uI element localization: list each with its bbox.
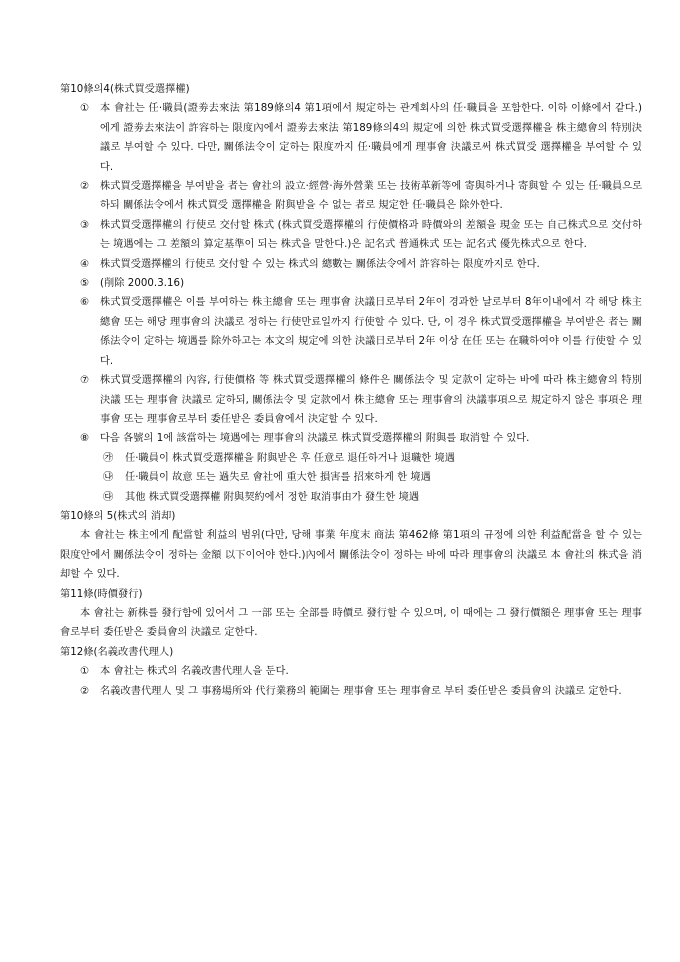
- clause: [80, 293, 642, 371]
- clause-number: ⑧: [80, 433, 90, 445]
- clause-number: ⑥: [80, 297, 90, 309]
- sub-clause: [103, 488, 680, 507]
- article: [0, 507, 680, 585]
- article: [0, 585, 680, 643]
- clause-text: 다음 各號의 1에 該當하는 境遇에는 理事會의 決議로 株式買受選擇權의 附與를 取消할 수 있다.: [100, 433, 530, 445]
- clause-text: 名義改書代理人 및 그 事務場所와 代行業務의 範圍는 理事會 또는 理事會로 부터 委任받은 委員會의 決議로 定한다.: [100, 685, 622, 697]
- clause-number: ③: [80, 219, 90, 231]
- clause-number: ⑦: [80, 375, 90, 387]
- clause: [80, 177, 642, 216]
- clause: [80, 662, 642, 681]
- clause-text: 株式買受選擇權의 內容, 行使價格 等 株式買受選擇權의 條件은 關係法令 및 定款이 定하는 바에 따라 株主總會의 特別決議 또는 理事會 決議로 定하되, 關係法令 및 定款에서 株主總會 또는 理事會의 決議事項으로 規定하지 않은 事項은 理事會 또는 理事會로부터 委任받은 委員會에서 決定할 수 있다.: [100, 375, 642, 425]
- sub-clause-text: 其他 株式買受選擇權 附與契約에서 정한 取消事由가 發生한 境遇: [125, 491, 420, 503]
- article-title: 第11條(時價發行): [60, 588, 143, 600]
- article: [0, 80, 680, 507]
- article-title: 第12條(名義改書代理人): [60, 646, 174, 658]
- article: [0, 643, 680, 701]
- clause: [80, 255, 642, 274]
- clause-number: ②: [80, 181, 90, 193]
- sub-clause-text: 任·職員이 株式買受選擇權을 附與받은 후 任意로 退任하거나 退職한 境遇: [125, 452, 455, 464]
- sub-clause-number: ㉮: [103, 452, 114, 464]
- clause-text: 株式買受選擇權은 이를 부여하는 株主總會 또는 理事會 決議日로부터 2年이 경과한 날로부터 8年이내에서 각 해당 株主總會 또는 해당 理事會의 決議로 정하는 行使만료일까지 行使할 수 있다. 단, 이 경우 株式買受選擇權을 부여받은 者는 關係法令이 定하는 境遇를 除外하고는 本文의 規定에 의한 決議日로부터 2年 이상 在任 또는 在職하여야 이를 行使할 수 있다.: [100, 297, 642, 367]
- clause-text: 株式買受選擇權의 行使로 交付할 株式 (株式買受選擇權의 行使價格과 時價와의 差額을 現金 또는 自己株式으로 交付하는 境遇에는 그 差額의 算定基準이 되는 株式을 말한다.)은 記名式 普通株式 또는 記名式 優先株式으로 한다.: [100, 219, 642, 251]
- sub-clause-number: ㉯: [103, 472, 114, 484]
- clause: [80, 371, 642, 429]
- article-title: 第10條의 5(株式의 消却): [60, 510, 176, 522]
- clause-number: ②: [80, 685, 90, 697]
- clause-text: 本 會社는 任·職員(證劵去來法 第189條의4 第1項에서 規定하는 관계회사의 任·職員을 포함한다. 이하 이條에서 같다.)에게 證劵去來法이 許容하는 限度內에서 證劵去來法 第189條의4의 規定에 의한 株式買受選擇權을 株主總會의 特別決議로 부여할 수 있다. 다만, 關係法令이 定하는 限度까지 任·職員에게 理事會 決議로써 株式買受 選擇權을 부여할 수 있다.: [100, 103, 642, 173]
- document-body: [0, 80, 680, 701]
- sub-clause: [103, 468, 680, 487]
- clause: [80, 216, 642, 255]
- clause: [80, 274, 642, 293]
- sub-clause-number: ㉰: [103, 491, 114, 503]
- clause-number: ④: [80, 258, 90, 270]
- clause-number: ①: [80, 666, 90, 678]
- clause-text: (削除 2000.3.16): [100, 278, 185, 290]
- clause-number: ①: [80, 103, 90, 115]
- article-paragraph: 本 會社는 株主에게 配當할 利益의 범위(다만, 당해 事業 年度末 商法 第462條 第1項의 규정에 의한 利益配當을 할 수 있는 限度안에서 關係法令이 정하는 金額 以下이어야 한다.)內에서 關係法令이 정하는 바에 따라 理事會의 決議로 本 會社의 株式을 消却할 수 있다.: [60, 530, 642, 581]
- clause-number: ⑤: [80, 278, 90, 290]
- clause-text: 本 會社는 株式의 名義改書代理人을 둔다.: [100, 666, 289, 678]
- clause-text: 株式買受選擇權을 부여받을 者는 會社의 設立·經營·海外營業 또는 技術革新等에 寄與하거나 寄與할 수 있는 任·職員으로 하되 關係法令에서 株式買受 選擇權을 附與받을 수 없는 者로 規定한 任·職員은 除外한다.: [100, 181, 642, 212]
- clause-text: 株式買受選擇權의 行使로 交付할 수 있는 株式의 總數는 關係法令에서 許容하는 限度까지로 한다.: [100, 258, 540, 270]
- article-paragraph: 本 會社는 新株를 發行함에 있어서 그 一部 또는 全部를 時價로 發行할 수 있으며, 이 때에는 그 發行價額은 理事會 또는 理事會로부터 委任받은 委員會의 決議로 定한다.: [60, 607, 642, 639]
- sub-clause: [103, 449, 680, 468]
- sub-clause-text: 任·職員이 故意 또는 過失로 會社에 重大한 損害를 招來하게 한 境遇: [125, 472, 431, 484]
- clause: [80, 99, 642, 177]
- article-title: 第10條의4(株式買受選擇權): [60, 84, 190, 95]
- clause: [80, 429, 642, 448]
- clause: [80, 682, 642, 701]
